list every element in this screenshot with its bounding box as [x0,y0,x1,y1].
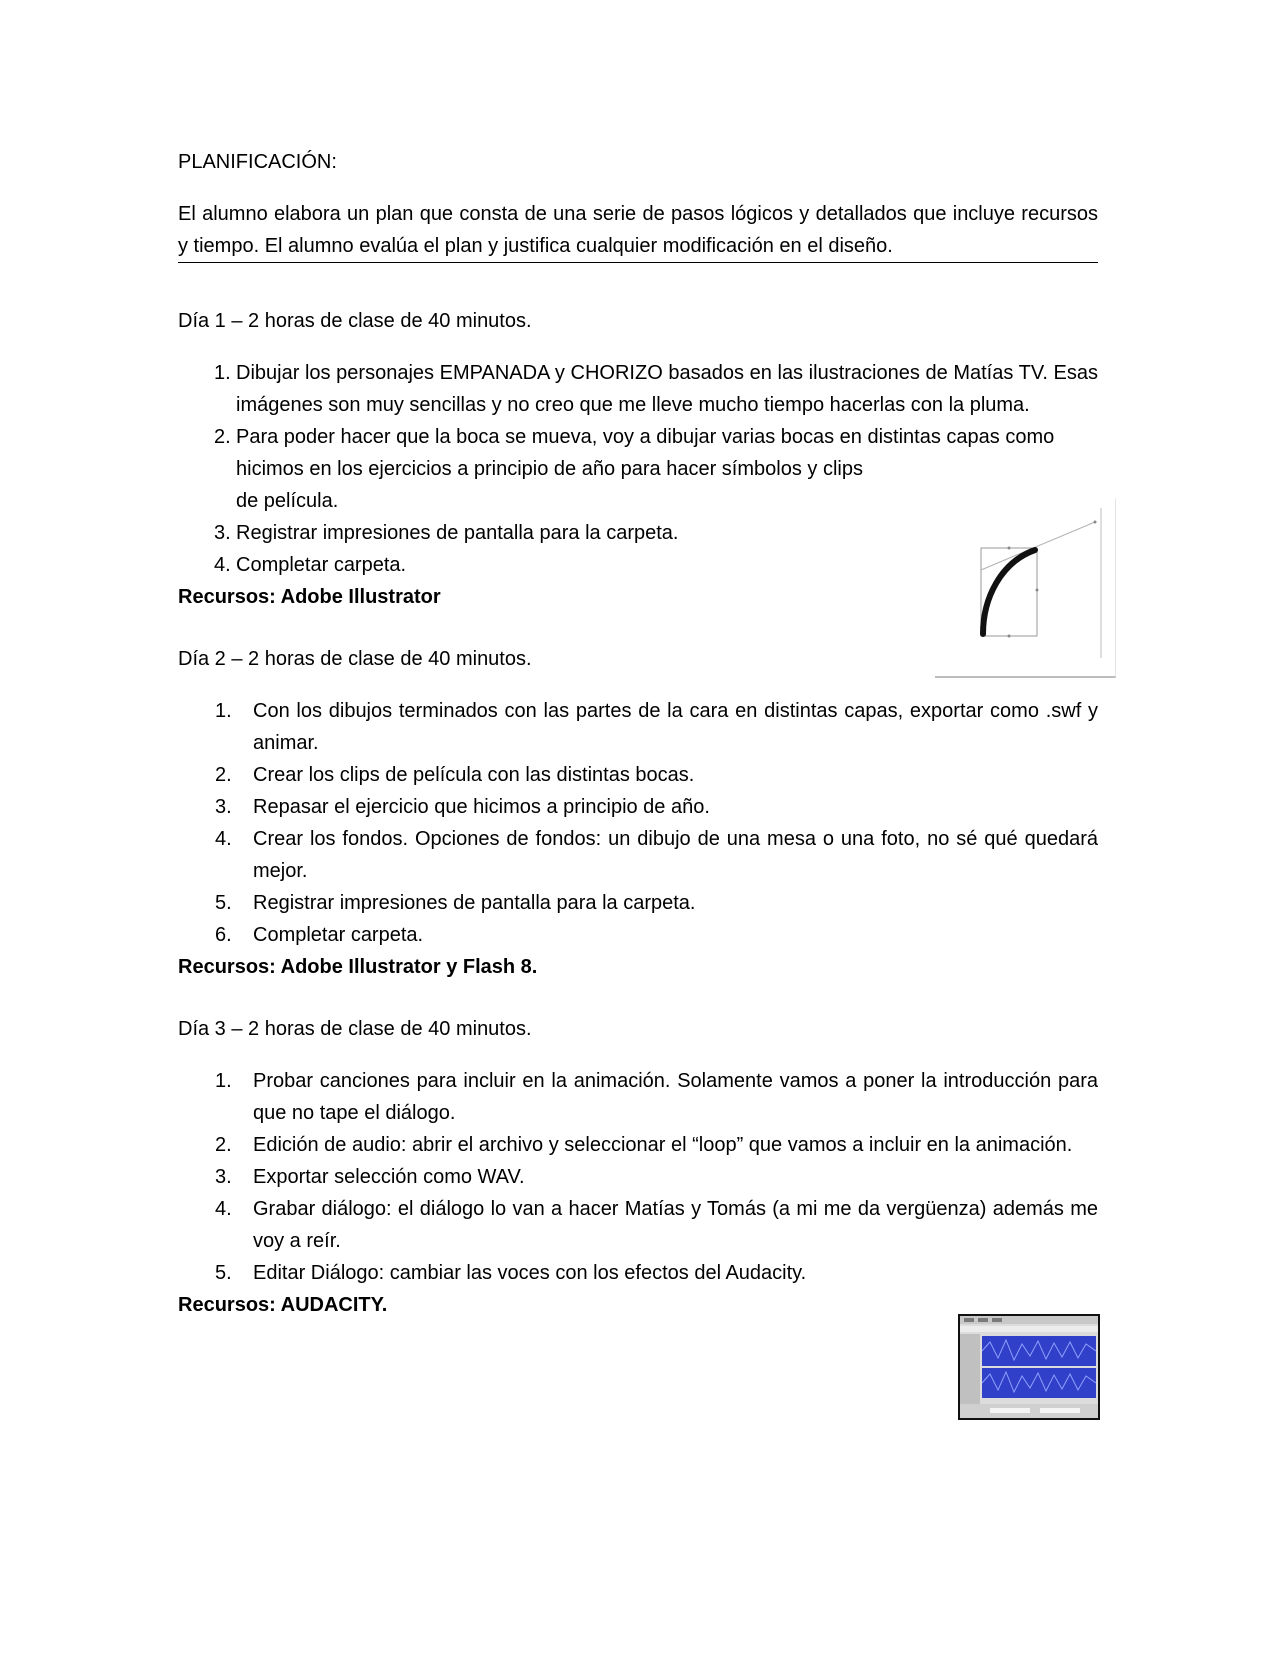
day-3-title: Día 3 – 2 horas de clase de 40 minutos. [178,1018,532,1040]
list-item-text: Dibujar los personajes EMPANADA y CHORIZO basados en las ilustraciones de Matías TV. Esas imágenes son muy sencillas y no creo que me lleve mucho tiempo hacerlas con la pluma. [236,362,1098,416]
list-number: 1. [214,362,231,384]
list-number: 1. [215,700,232,722]
list-item-text: Crear los clips de película con las distintas bocas. [253,764,695,786]
day-1-resources: Recursos: Adobe Illustrator [178,586,441,608]
day-2-section [178,643,1098,983]
list-item-text: hicimos en los ejercicios a principio de año para hacer símbolos y clips [236,458,863,480]
list-item-text: Crear los fondos. Opciones de fondos: un dibujo de una mesa o una foto, no sé qué quedará mejor. [253,828,1098,882]
list-item [178,1065,1098,1129]
list-item [178,919,1098,951]
list-number: 3. [215,1166,232,1188]
list-item-text: Para poder hacer que la boca se mueva, voy a dibujar varias bocas en distintas capas como [236,426,1055,448]
list-item-text: Registrar impresiones de pantalla para la carpeta. [253,892,696,914]
list-number: 5. [215,1262,232,1284]
list-number: 2. [215,764,232,786]
list-item [178,759,1098,791]
day-2-resources: Recursos: Adobe Illustrator y Flash 8. [178,956,538,978]
list-number: 1. [215,1070,232,1092]
list-item [178,695,1098,759]
list-item-text: Editar Diálogo: cambiar las voces con los efectos del Audacity. [253,1262,807,1284]
list-number: 6. [215,924,232,946]
list-item-text: Repasar el ejercicio que hicimos a principio de año. [253,796,710,818]
list-item [178,1257,1098,1289]
list-item [178,1161,1098,1193]
list-item-text: Completar carpeta. [236,554,407,576]
day-2-title: Día 2 – 2 horas de clase de 40 minutos. [178,648,532,670]
list-item [178,823,1098,887]
list-number: 5. [215,892,232,914]
list-item-text: Completar carpeta. [253,924,424,946]
list-item-text: Probar canciones para incluir en la animación. Solamente vamos a poner la introducción para que no tape el diálogo. [253,1070,1098,1124]
list-item-text: Edición de audio: abrir el archivo y seleccionar el “loop” que vamos a incluir en la animación. [253,1134,1073,1156]
list-item [178,791,1098,823]
page-heading: PLANIFICACIÓN: [178,151,337,173]
list-item [178,887,1098,919]
list-number: 2. [215,1134,232,1156]
intro-paragraph: El alumno elabora un plan que consta de una serie de pasos lógicos y detallados que incluye recursos y tiempo. El alumno evalúa el plan y justifica cualquier modificación en el diseño. [178,198,1098,263]
list-item [178,1193,1098,1257]
list-number: 4. [215,828,232,850]
list-number: 2. [214,426,231,448]
list-item-text: Registrar impresiones de pantalla para la carpeta. [236,522,679,544]
list-item [178,357,1098,421]
list-number: 4. [215,1198,232,1220]
list-number: 4. [214,554,231,576]
day-3-resources: Recursos: AUDACITY. [178,1294,388,1316]
document-page [178,146,1098,1351]
list-item-text: de película. [236,490,339,512]
day-3-section [178,1013,1098,1321]
list-item-text: Con los dibujos terminados con las partes de la cara en distintas capas, exportar como .swf y animar. [253,700,1098,754]
list-number: 3. [214,522,231,544]
bezier-curve-image [935,498,1116,678]
audacity-screenshot-image [958,1314,1100,1420]
day-3-list [178,1065,1098,1289]
list-item [178,1129,1098,1161]
day-1-title: Día 1 – 2 horas de clase de 40 minutos. [178,310,532,332]
day-2-list [178,695,1098,951]
intro-section [178,198,1098,263]
list-number: 3. [215,796,232,818]
list-item-text: Grabar diálogo: el diálogo lo van a hacer Matías y Tomás (a mi me da vergüenza) además me voy a reír. [253,1198,1098,1252]
bezier-curve-icon [935,498,1115,676]
audio-waveform-icon [960,1316,1098,1418]
list-item-text: Exportar selección como WAV. [253,1166,525,1188]
